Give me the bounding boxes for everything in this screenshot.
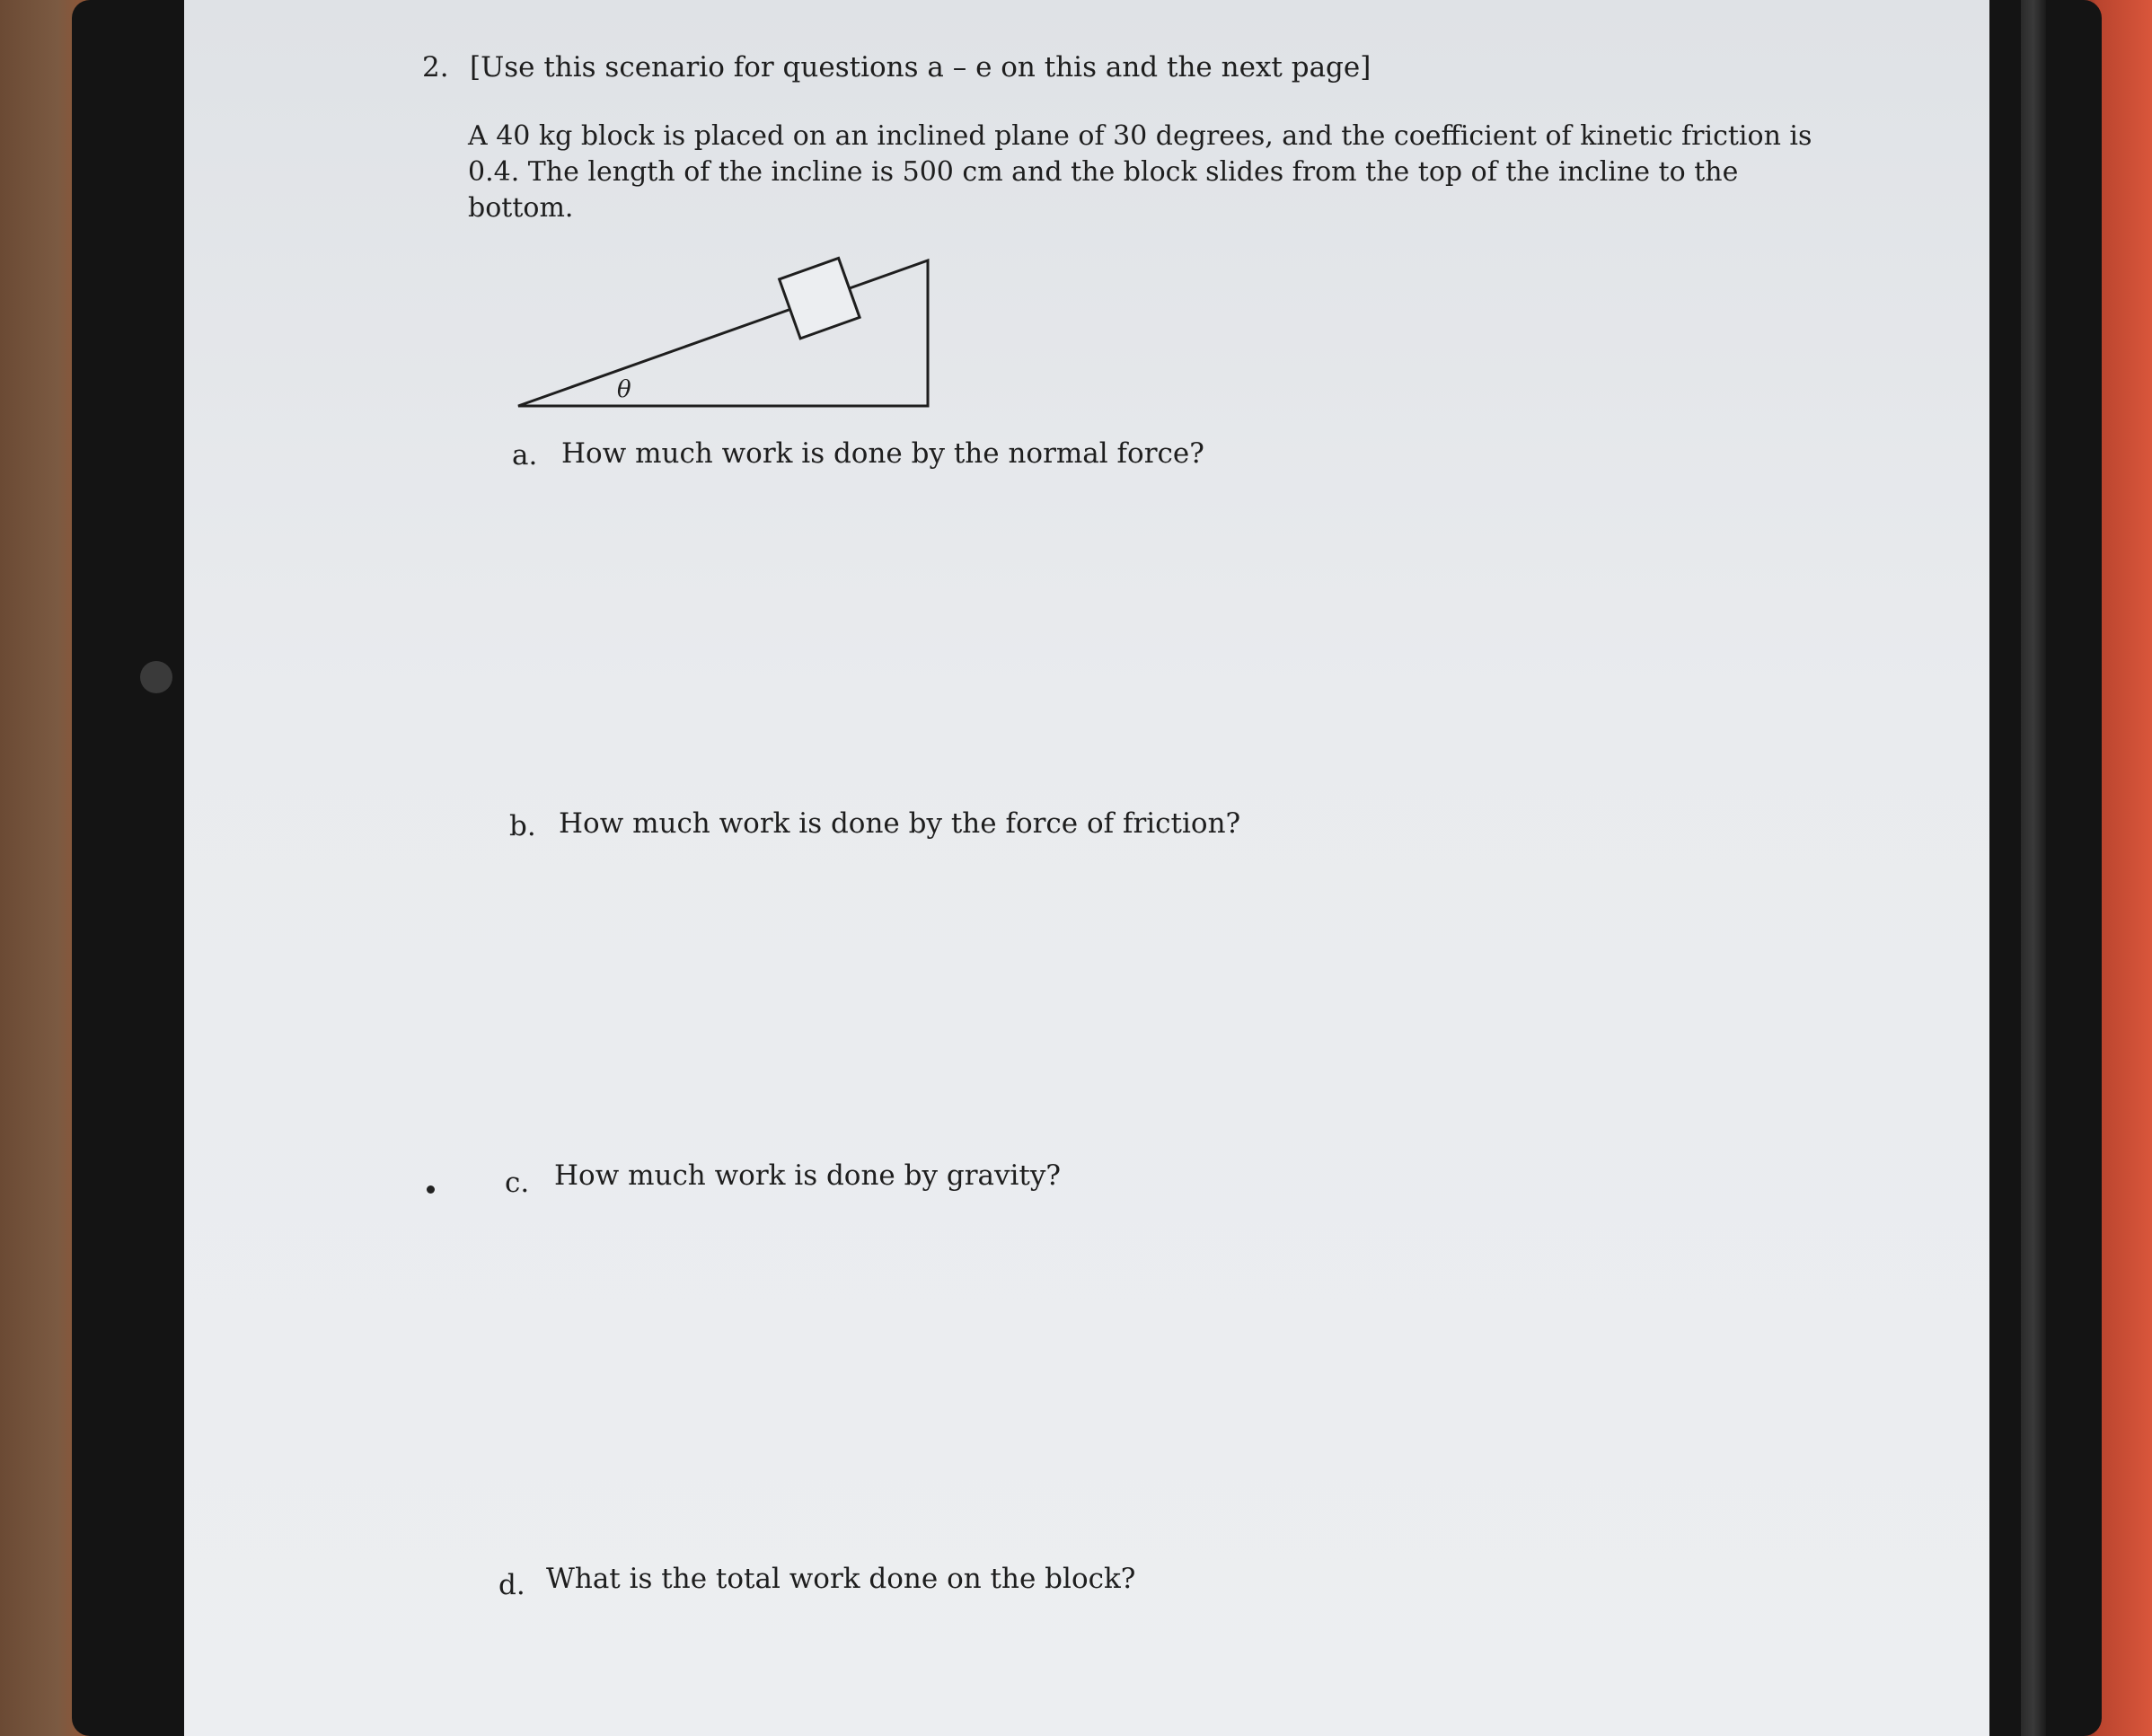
incline-triangle	[518, 260, 928, 406]
document-page	[184, 0, 1989, 1736]
tablet-bezel-edge	[2021, 0, 2046, 1736]
scenario-text: A 40 kg block is placed on an inclined plane of 30 degrees, and the coefficient of kinetic friction is 0.4. The length of the incline is 500 cm and the block slides from the top of the incline to the bottom.	[468, 120, 1812, 224]
part-d-letter: d.	[498, 1569, 525, 1601]
angle-label: θ	[617, 376, 631, 403]
part-a-letter: a.	[512, 439, 538, 471]
part-a-text: How much work is done by the normal force?	[561, 437, 1204, 470]
question-header: [Use this scenario for questions a – e on this and the next page]	[470, 51, 1371, 84]
part-b-text: How much work is done by the force of friction?	[559, 807, 1241, 840]
block-square	[780, 258, 860, 338]
part-c-letter: c.	[505, 1167, 530, 1199]
question-number: 2.	[422, 51, 449, 84]
camera-icon	[140, 661, 172, 693]
incline-diagram	[515, 247, 1125, 409]
part-c-text: How much work is done by gravity?	[554, 1159, 1062, 1192]
part-b-letter: b.	[509, 810, 536, 842]
stray-mark	[427, 1185, 435, 1194]
part-d-text: What is the total work done on the block?	[546, 1563, 1136, 1595]
